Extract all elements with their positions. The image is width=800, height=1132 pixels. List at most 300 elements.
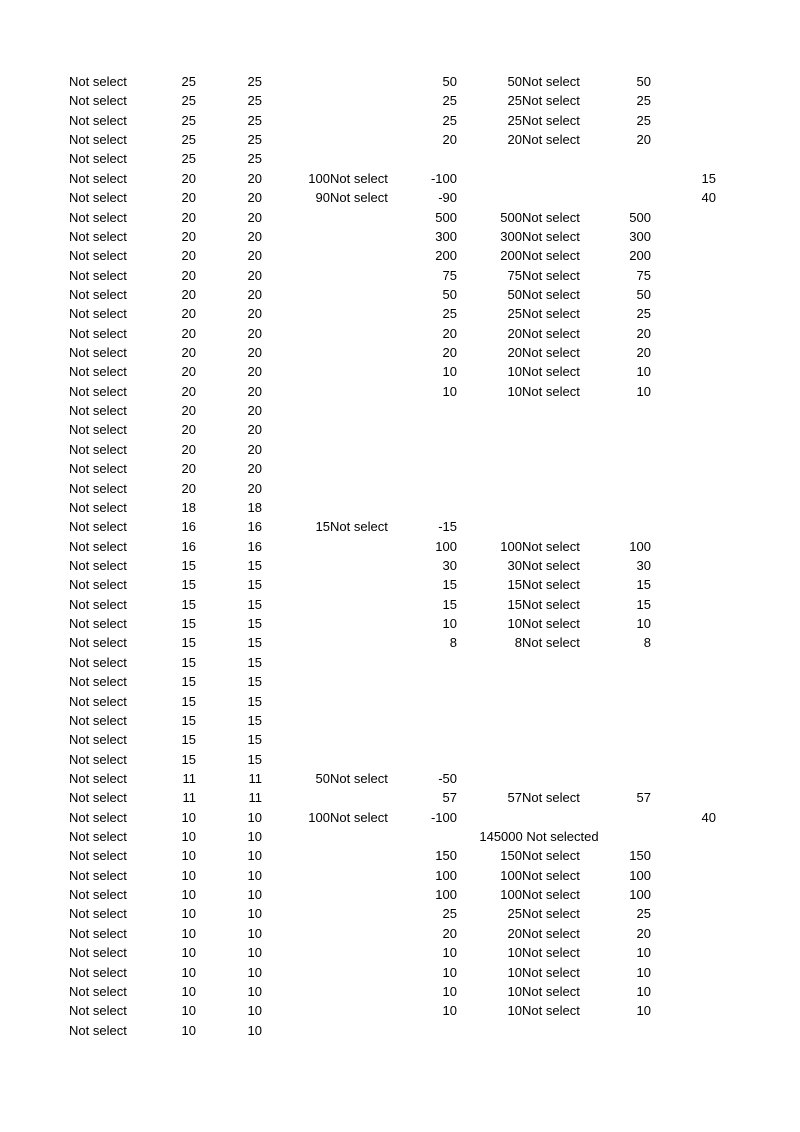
value-cell: 20: [181, 286, 196, 302]
status-cell: Not select: [69, 925, 127, 941]
table-row: [0, 188, 800, 207]
value-cell: 20: [181, 480, 196, 496]
status-cell: Not select: [69, 983, 127, 999]
table-row: [0, 924, 800, 943]
table-row: [0, 208, 800, 227]
value-cell: 15: [181, 732, 196, 748]
status-cell: Not select: [69, 461, 127, 477]
value-cell: 20: [181, 441, 196, 457]
amount-cell: 300: [435, 228, 457, 244]
status-cell: Not select: [69, 112, 127, 128]
amount-cell: 100: [629, 887, 651, 903]
value-cell: 10: [181, 925, 196, 941]
amount-cell: 300: [629, 228, 651, 244]
amount-cell: 25: [442, 112, 457, 128]
value-cell: 15: [247, 751, 262, 767]
value-cell: 20: [181, 190, 196, 206]
table-row: [0, 711, 800, 730]
amount-cell: 20: [507, 132, 522, 148]
value-cell: 20: [247, 422, 262, 438]
value-cell: 20: [247, 325, 262, 341]
status-cell: Not select: [69, 306, 127, 322]
table-row: [0, 653, 800, 672]
value-cell: 15: [247, 732, 262, 748]
status-cell: Not select: [522, 577, 580, 593]
amount-cell: 10: [507, 616, 522, 632]
amount-cell: 15: [507, 596, 522, 612]
amount-cell: 25: [442, 906, 457, 922]
table-row: [0, 866, 800, 885]
table-row: [0, 614, 800, 633]
status-cell: Not select: [330, 770, 388, 786]
status-cell: Not select: [522, 267, 580, 283]
value-cell: 10: [247, 925, 262, 941]
status-cell: Not select: [69, 286, 127, 302]
value-cell: 20: [247, 170, 262, 186]
table-row: [0, 517, 800, 536]
amount-cell: 50: [442, 74, 457, 89]
status-cell: Not select: [69, 945, 127, 961]
amount-cell: 10: [442, 1003, 457, 1019]
status-cell: Not select: [69, 693, 127, 709]
amount-cell: 10: [442, 964, 457, 980]
amount-cell: 57: [636, 790, 651, 806]
status-cell: Not select: [69, 887, 127, 903]
amount-cell: 10: [636, 383, 651, 399]
status-cell: Not select: [330, 170, 388, 186]
status-cell: Not select: [522, 228, 580, 244]
table-row: [0, 111, 800, 130]
status-cell: Not select: [69, 616, 127, 632]
amount-cell: 57: [507, 790, 522, 806]
value-cell: 11: [248, 790, 262, 806]
value-cell: 10: [247, 887, 262, 903]
value-cell: 15: [181, 596, 196, 612]
value-cell: 10: [247, 983, 262, 999]
status-cell: Not select: [522, 132, 580, 148]
value-cell: 10: [181, 867, 196, 883]
status-cell: Not select: [69, 1022, 127, 1038]
value-cell: 10: [181, 983, 196, 999]
status-cell: Not select: [69, 151, 127, 167]
amount-cell: 10: [442, 945, 457, 961]
table-row: [0, 440, 800, 459]
amount-cell: 25: [507, 906, 522, 922]
note-cell: 145000 Not selected: [479, 829, 599, 845]
amount-cell: 40: [701, 190, 716, 206]
status-cell: Not select: [522, 248, 580, 264]
value-cell: 20: [247, 190, 262, 206]
value-cell: 10: [247, 1022, 262, 1038]
status-cell: Not select: [522, 538, 580, 554]
status-cell: Not select: [69, 519, 127, 535]
amount-cell: 15: [701, 170, 716, 186]
table-row: [0, 982, 800, 1001]
status-cell: Not select: [69, 635, 127, 651]
status-cell: Not select: [522, 364, 580, 380]
value-cell: 15: [181, 693, 196, 709]
status-cell: Not select: [69, 809, 127, 825]
amount-cell: 10: [636, 983, 651, 999]
value-cell: 20: [181, 306, 196, 322]
status-cell: Not select: [69, 1003, 127, 1019]
status-cell: Not select: [69, 654, 127, 670]
value-cell: 25: [247, 132, 262, 148]
value-cell: 10: [247, 906, 262, 922]
status-cell: Not select: [330, 809, 388, 825]
status-cell: Not select: [69, 228, 127, 244]
amount-cell: 20: [442, 132, 457, 148]
amount-cell: 200: [435, 248, 457, 264]
table-row: [0, 498, 800, 517]
status-cell: Not select: [522, 1003, 580, 1019]
amount-cell: 10: [507, 964, 522, 980]
status-cell: Not select: [330, 190, 388, 206]
status-cell: Not select: [522, 616, 580, 632]
status-cell: Not select: [69, 403, 127, 419]
amount-cell: 150: [500, 848, 522, 864]
value-cell: 15: [181, 616, 196, 632]
amount-cell: 10: [507, 1003, 522, 1019]
amount-cell: 200: [629, 248, 651, 264]
status-cell: Not select: [69, 267, 127, 283]
table-row: [0, 730, 800, 749]
value-cell: 16: [247, 519, 262, 535]
status-cell: Not select: [69, 325, 127, 341]
value-cell: 20: [247, 286, 262, 302]
value-cell: 25: [247, 112, 262, 128]
value-cell: 15: [247, 616, 262, 632]
amount-cell: 25: [636, 93, 651, 109]
value-cell: 10: [247, 945, 262, 961]
status-cell: Not select: [69, 557, 127, 573]
table-row: [0, 556, 800, 575]
value-cell: 10: [181, 945, 196, 961]
table-row: [0, 72, 800, 91]
amount-cell: 40: [701, 809, 716, 825]
status-cell: Not select: [69, 770, 127, 786]
value-cell: 10: [247, 829, 262, 845]
status-cell: Not select: [69, 383, 127, 399]
status-cell: Not select: [522, 383, 580, 399]
amount-cell: -100: [430, 809, 457, 825]
table-row: [0, 401, 800, 420]
value-cell: 10: [181, 1003, 196, 1019]
value-cell: 10: [181, 964, 196, 980]
value-cell: 11: [182, 790, 196, 806]
table-row: [0, 692, 800, 711]
amount-cell: 75: [442, 267, 457, 283]
value-cell: 15: [181, 557, 196, 573]
value-cell: 10: [181, 906, 196, 922]
value-cell: 16: [181, 538, 196, 554]
amount-cell: 10: [636, 616, 651, 632]
table-row: [0, 1001, 800, 1020]
status-cell: Not select: [69, 867, 127, 883]
amount-cell: 20: [442, 345, 457, 361]
table-row: [0, 943, 800, 962]
value-cell: 20: [181, 170, 196, 186]
status-cell: Not select: [69, 170, 127, 186]
amount-cell: 25: [442, 306, 457, 322]
status-cell: Not select: [522, 345, 580, 361]
table-row: [0, 633, 800, 652]
status-cell: Not select: [69, 480, 127, 496]
value-cell: 20: [181, 403, 196, 419]
value-cell: 15: [247, 712, 262, 728]
status-cell: Not select: [522, 906, 580, 922]
amount-cell: 20: [442, 925, 457, 941]
amount-cell: 10: [507, 364, 522, 380]
amount-cell: 30: [442, 557, 457, 573]
amount-cell: 20: [507, 345, 522, 361]
value-cell: 20: [181, 345, 196, 361]
amount-cell: 10: [442, 383, 457, 399]
amount-cell: 10: [442, 616, 457, 632]
amount-cell: 10: [442, 364, 457, 380]
amount-cell: 8: [643, 635, 651, 651]
amount-cell: 50: [507, 74, 522, 89]
amount-cell: 100: [435, 867, 457, 883]
table-row: [0, 266, 800, 285]
value-cell: 10: [181, 809, 196, 825]
status-cell: Not select: [69, 132, 127, 148]
value-cell: 20: [181, 209, 196, 225]
amount-cell: 20: [636, 925, 651, 941]
value-cell: 20: [247, 403, 262, 419]
value-cell: 20: [181, 325, 196, 341]
amount-cell: 15: [315, 519, 330, 535]
value-cell: 10: [247, 964, 262, 980]
status-cell: Not select: [69, 441, 127, 457]
table-row: [0, 149, 800, 168]
amount-cell: 10: [507, 945, 522, 961]
value-cell: 15: [247, 674, 262, 690]
value-cell: 20: [247, 248, 262, 264]
value-cell: 20: [181, 364, 196, 380]
amount-cell: 25: [636, 112, 651, 128]
table-row: [0, 130, 800, 149]
value-cell: 15: [247, 635, 262, 651]
amount-cell: 20: [636, 132, 651, 148]
value-cell: 20: [181, 267, 196, 283]
table-row: [0, 479, 800, 498]
amount-cell: 57: [442, 790, 457, 806]
status-cell: Not select: [69, 345, 127, 361]
amount-cell: -100: [430, 170, 457, 186]
table-row: [0, 324, 800, 343]
status-cell: Not select: [69, 248, 127, 264]
status-cell: Not select: [522, 306, 580, 322]
spreadsheet-page: [0, 72, 800, 1040]
table-row: [0, 827, 800, 846]
status-cell: Not select: [69, 964, 127, 980]
value-cell: 15: [181, 654, 196, 670]
amount-cell: 500: [629, 209, 651, 225]
amount-cell: 20: [636, 325, 651, 341]
status-cell: Not select: [522, 74, 580, 89]
amount-cell: 10: [507, 383, 522, 399]
amount-cell: 10: [442, 983, 457, 999]
status-cell: Not select: [69, 848, 127, 864]
table-row: [0, 672, 800, 691]
table-row: [0, 246, 800, 265]
amount-cell: 8: [514, 635, 522, 651]
amount-cell: 20: [507, 325, 522, 341]
value-cell: 10: [181, 887, 196, 903]
status-cell: Not select: [69, 790, 127, 806]
amount-cell: 15: [442, 596, 457, 612]
amount-cell: 25: [507, 93, 522, 109]
status-cell: Not select: [69, 712, 127, 728]
value-cell: 20: [181, 461, 196, 477]
amount-cell: 10: [636, 1003, 651, 1019]
status-cell: Not select: [69, 364, 127, 380]
amount-cell: 90: [315, 190, 330, 206]
amount-cell: 25: [636, 906, 651, 922]
value-cell: 25: [247, 74, 262, 89]
table-row: [0, 575, 800, 594]
value-cell: 18: [247, 499, 262, 515]
amount-cell: 75: [636, 267, 651, 283]
amount-cell: 500: [500, 209, 522, 225]
value-cell: 10: [181, 848, 196, 864]
status-cell: Not select: [522, 325, 580, 341]
table-row: [0, 420, 800, 439]
table-row: [0, 846, 800, 865]
table-row: [0, 885, 800, 904]
status-cell: Not select: [522, 209, 580, 225]
status-cell: Not select: [522, 848, 580, 864]
table-row: [0, 808, 800, 827]
amount-cell: 100: [500, 538, 522, 554]
amount-cell: -15: [438, 519, 457, 535]
value-cell: 15: [247, 557, 262, 573]
value-cell: 25: [181, 112, 196, 128]
value-cell: 25: [181, 151, 196, 167]
table-row: [0, 1021, 800, 1040]
amount-cell: 100: [629, 867, 651, 883]
value-cell: 11: [248, 770, 262, 786]
status-cell: Not select: [522, 945, 580, 961]
amount-cell: 8: [449, 635, 457, 651]
table-row: [0, 537, 800, 556]
value-cell: 25: [181, 132, 196, 148]
table-row: [0, 91, 800, 110]
value-cell: 20: [247, 364, 262, 380]
amount-cell: 20: [442, 325, 457, 341]
table-row: [0, 169, 800, 188]
amount-cell: 15: [636, 577, 651, 593]
amount-cell: 10: [636, 364, 651, 380]
amount-cell: 25: [442, 93, 457, 109]
table-row: [0, 904, 800, 923]
value-cell: 20: [181, 383, 196, 399]
status-cell: Not select: [522, 925, 580, 941]
value-cell: 20: [247, 267, 262, 283]
status-cell: Not select: [330, 519, 388, 535]
value-cell: 15: [181, 635, 196, 651]
amount-cell: 100: [435, 538, 457, 554]
status-cell: Not select: [69, 674, 127, 690]
table-row: [0, 343, 800, 362]
value-cell: 20: [247, 383, 262, 399]
table-row: [0, 285, 800, 304]
amount-cell: 200: [500, 248, 522, 264]
status-cell: Not select: [522, 790, 580, 806]
value-cell: 15: [247, 577, 262, 593]
value-cell: 10: [247, 809, 262, 825]
value-cell: 15: [247, 596, 262, 612]
value-cell: 20: [247, 209, 262, 225]
value-cell: 20: [181, 248, 196, 264]
value-cell: 20: [247, 228, 262, 244]
status-cell: Not select: [69, 74, 127, 89]
status-cell: Not select: [522, 596, 580, 612]
amount-cell: 100: [500, 887, 522, 903]
table-row: [0, 227, 800, 246]
amount-cell: 20: [507, 925, 522, 941]
value-cell: 15: [247, 654, 262, 670]
status-cell: Not select: [522, 635, 580, 651]
value-cell: 20: [247, 441, 262, 457]
table-row: [0, 769, 800, 788]
table-row: [0, 595, 800, 614]
amount-cell: -50: [438, 770, 457, 786]
amount-cell: 75: [507, 267, 522, 283]
status-cell: Not select: [69, 422, 127, 438]
status-cell: Not select: [69, 499, 127, 515]
amount-cell: 30: [507, 557, 522, 573]
amount-cell: 50: [507, 286, 522, 302]
amount-cell: 10: [507, 983, 522, 999]
amount-cell: 10: [636, 945, 651, 961]
amount-cell: 15: [442, 577, 457, 593]
amount-cell: 25: [507, 306, 522, 322]
amount-cell: 25: [636, 306, 651, 322]
status-cell: Not select: [69, 93, 127, 109]
status-cell: Not select: [69, 190, 127, 206]
amount-cell: 50: [315, 770, 330, 786]
status-cell: Not select: [522, 557, 580, 573]
amount-cell: 300: [500, 228, 522, 244]
table-row: [0, 382, 800, 401]
amount-cell: 500: [435, 209, 457, 225]
value-cell: 20: [181, 228, 196, 244]
table-row: [0, 362, 800, 381]
status-cell: Not select: [522, 286, 580, 302]
value-cell: 16: [181, 519, 196, 535]
amount-cell: 150: [629, 848, 651, 864]
value-cell: 15: [181, 751, 196, 767]
value-cell: 10: [247, 1003, 262, 1019]
amount-cell: 15: [507, 577, 522, 593]
value-cell: 16: [247, 538, 262, 554]
status-cell: Not select: [522, 867, 580, 883]
amount-cell: 100: [629, 538, 651, 554]
status-cell: Not select: [69, 209, 127, 225]
value-cell: 25: [247, 151, 262, 167]
table-row: [0, 304, 800, 323]
status-cell: Not select: [69, 538, 127, 554]
value-cell: 10: [181, 1022, 196, 1038]
value-cell: 15: [181, 577, 196, 593]
amount-cell: 100: [500, 867, 522, 883]
value-cell: 10: [247, 867, 262, 883]
table-row: [0, 459, 800, 478]
value-cell: 11: [182, 770, 196, 786]
status-cell: Not select: [522, 887, 580, 903]
